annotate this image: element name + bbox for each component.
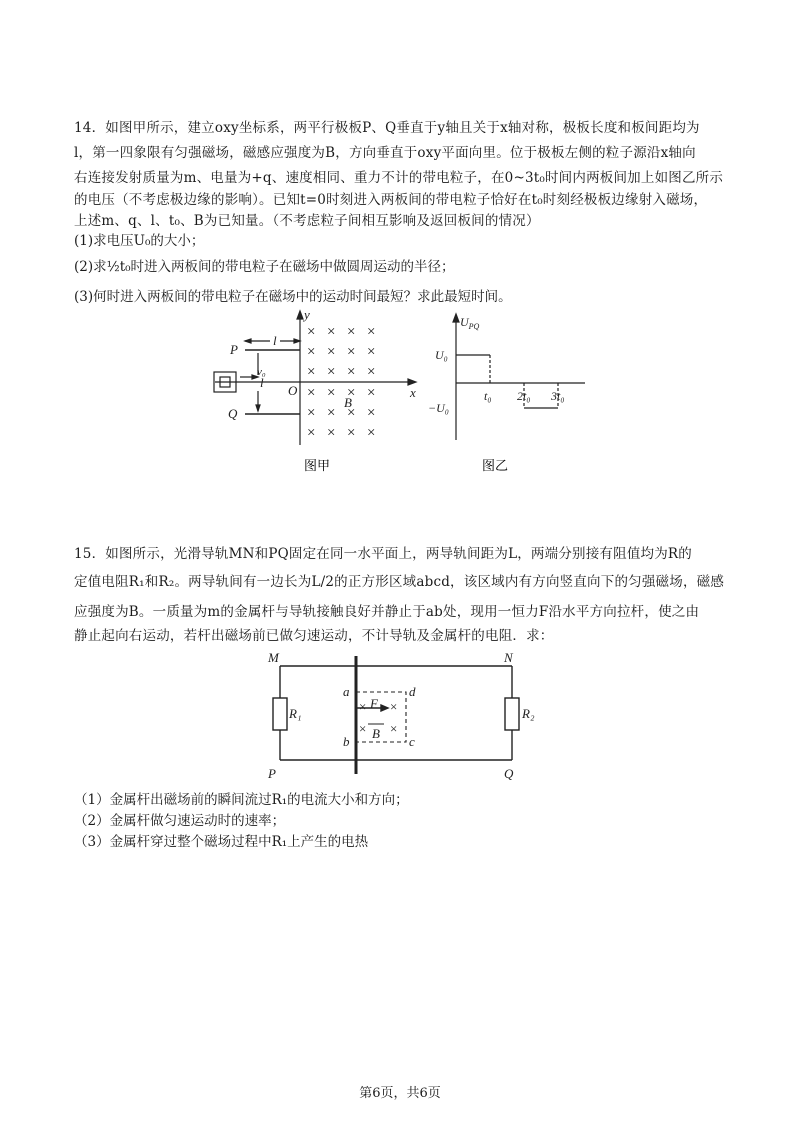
label-B: B xyxy=(344,395,352,410)
svg-text:×: × xyxy=(367,405,376,421)
svg-text:×: × xyxy=(367,385,376,401)
q14-line-4: 的电压（不考虑极边缘的影响）。已知t=0时刻进入两板间的带电粒子恰好在t₀时刻经极板边缘射入磁场， xyxy=(74,192,708,208)
svg-text:×: × xyxy=(327,385,336,401)
label-R1: R₁ xyxy=(289,706,302,721)
label-c: c xyxy=(409,734,415,749)
q14-line-3: 右连接发射质量为m、电量为+q、速度相同、重力不计的带电粒子，在0~3t₀时间内两板间加上如图乙所示 xyxy=(74,170,724,186)
svg-text:×: × xyxy=(307,344,316,360)
figure-b-caption: 图乙 xyxy=(482,458,509,473)
svg-text:×: × xyxy=(327,324,336,340)
q15-line-2: 定值电阻R₁和R₂。两导轨间有一边长为L/2的正方形区域abcd，该区域内有方向竖直向下的匀强磁场，磁感 xyxy=(74,574,725,590)
label-N: N xyxy=(504,650,513,665)
page-footer: 第6页，共6页 xyxy=(359,1086,441,1101)
q14-line-1: 14．如图甲所示，建立oxy坐标系，两平行极板P、Q垂直于y轴且关于x轴对称，极板长度和板间距均为 xyxy=(74,120,700,136)
q15-question-3: （3）金属杆穿过整个磁场过程中R₁上产生的电热 xyxy=(74,834,369,850)
label-d: d xyxy=(409,684,416,699)
label-P2: P xyxy=(268,766,276,781)
q15-line-1: 15．如图所示，光滑导轨MN和PQ固定在同一水平面上，两导轨间距为L，两端分别接有阻值均为R的 xyxy=(74,546,692,562)
label-v0: v₀ xyxy=(257,366,266,378)
q15-line-4: 静止起向右运动，若杆出磁场前已做匀速运动，不计导轨及金属杆的电阻．求： xyxy=(74,628,554,644)
q14-line-2: l，第一四象限有匀强磁场，磁感应强度为B，方向垂直于oxy平面向里。位于极板左侧的粒子源沿x轴向 xyxy=(74,145,696,161)
label-P: P xyxy=(230,342,238,357)
figure-a-caption: 图甲 xyxy=(304,458,331,473)
svg-text:×: × xyxy=(327,364,336,380)
label-U0: U₀ xyxy=(435,348,448,362)
q14-line-5: 上述m、q、l、t₀、B为已知量。（不考虑粒子间相互影响及返回板间的情况） xyxy=(74,213,540,229)
svg-text:×: × xyxy=(327,425,336,441)
label-O: O xyxy=(288,383,298,398)
svg-text:×: × xyxy=(367,425,376,441)
axis-U-label: $U_{PQ}$ xyxy=(460,315,480,331)
svg-text:×: × xyxy=(307,405,316,421)
label-b: b xyxy=(343,734,350,749)
svg-text:×: × xyxy=(367,344,376,360)
label-3t0: 3t₀ xyxy=(551,389,565,403)
label-M: M xyxy=(268,650,279,665)
figure-a xyxy=(200,305,430,480)
svg-text:×: × xyxy=(359,721,367,736)
label-Q2: Q xyxy=(504,766,514,781)
svg-text:×: × xyxy=(307,385,316,401)
svg-text:×: × xyxy=(347,324,356,340)
svg-text:×: × xyxy=(347,364,356,380)
svg-text:×: × xyxy=(347,405,356,421)
label-neg-U0: −U₀ xyxy=(428,401,449,415)
label-2t0: 2t₀ xyxy=(517,389,531,403)
svg-text:×: × xyxy=(347,425,356,441)
svg-text:×: × xyxy=(327,344,336,360)
label-a: a xyxy=(343,684,350,699)
q14-question-1: (1)求电压U₀的大小； xyxy=(74,233,205,249)
label-l-left: l xyxy=(260,375,264,390)
q14-question-3: (3)何时进入两板间的带电粒子在磁场中的运动时间最短？求此最短时间。 xyxy=(74,289,512,305)
label-F: F xyxy=(370,696,378,711)
q15-question-2: （2）金属杆做匀速运动时的速率； xyxy=(74,813,286,829)
svg-text:×: × xyxy=(347,344,356,360)
svg-text:×: × xyxy=(390,699,398,714)
label-Q: Q xyxy=(228,406,238,421)
label-y: y xyxy=(304,307,310,322)
label-x: x xyxy=(410,385,416,400)
svg-text:×: × xyxy=(367,324,376,340)
svg-text:×: × xyxy=(307,324,316,340)
q14-question-2: (2)求½t₀时进入两板间的带电粒子在磁场中做圆周运动的半径； xyxy=(74,259,455,275)
svg-text:×: × xyxy=(390,721,398,736)
svg-text:×: × xyxy=(367,364,376,380)
q15-question-1: （1）金属杆出磁场前的瞬间流过R₁的电流大小和方向； xyxy=(74,792,409,808)
label-l-top: l xyxy=(273,333,277,348)
svg-text:×: × xyxy=(347,385,356,401)
label-t0: t₀ xyxy=(484,389,492,403)
label-R2: R₂ xyxy=(522,706,535,721)
svg-text:×: × xyxy=(307,364,316,380)
svg-text:×: × xyxy=(327,405,336,421)
q15-line-3: 应强度为B。一质量为m的金属杆与导轨接触良好并静止于ab处，现用一恒力F沿水平方向拉杆，使之由 xyxy=(74,604,700,620)
figure-b xyxy=(420,310,600,480)
svg-text:×: × xyxy=(359,699,367,714)
figure-q15 xyxy=(260,648,540,786)
svg-text:×: × xyxy=(307,425,316,441)
label-B2: B xyxy=(372,726,380,741)
